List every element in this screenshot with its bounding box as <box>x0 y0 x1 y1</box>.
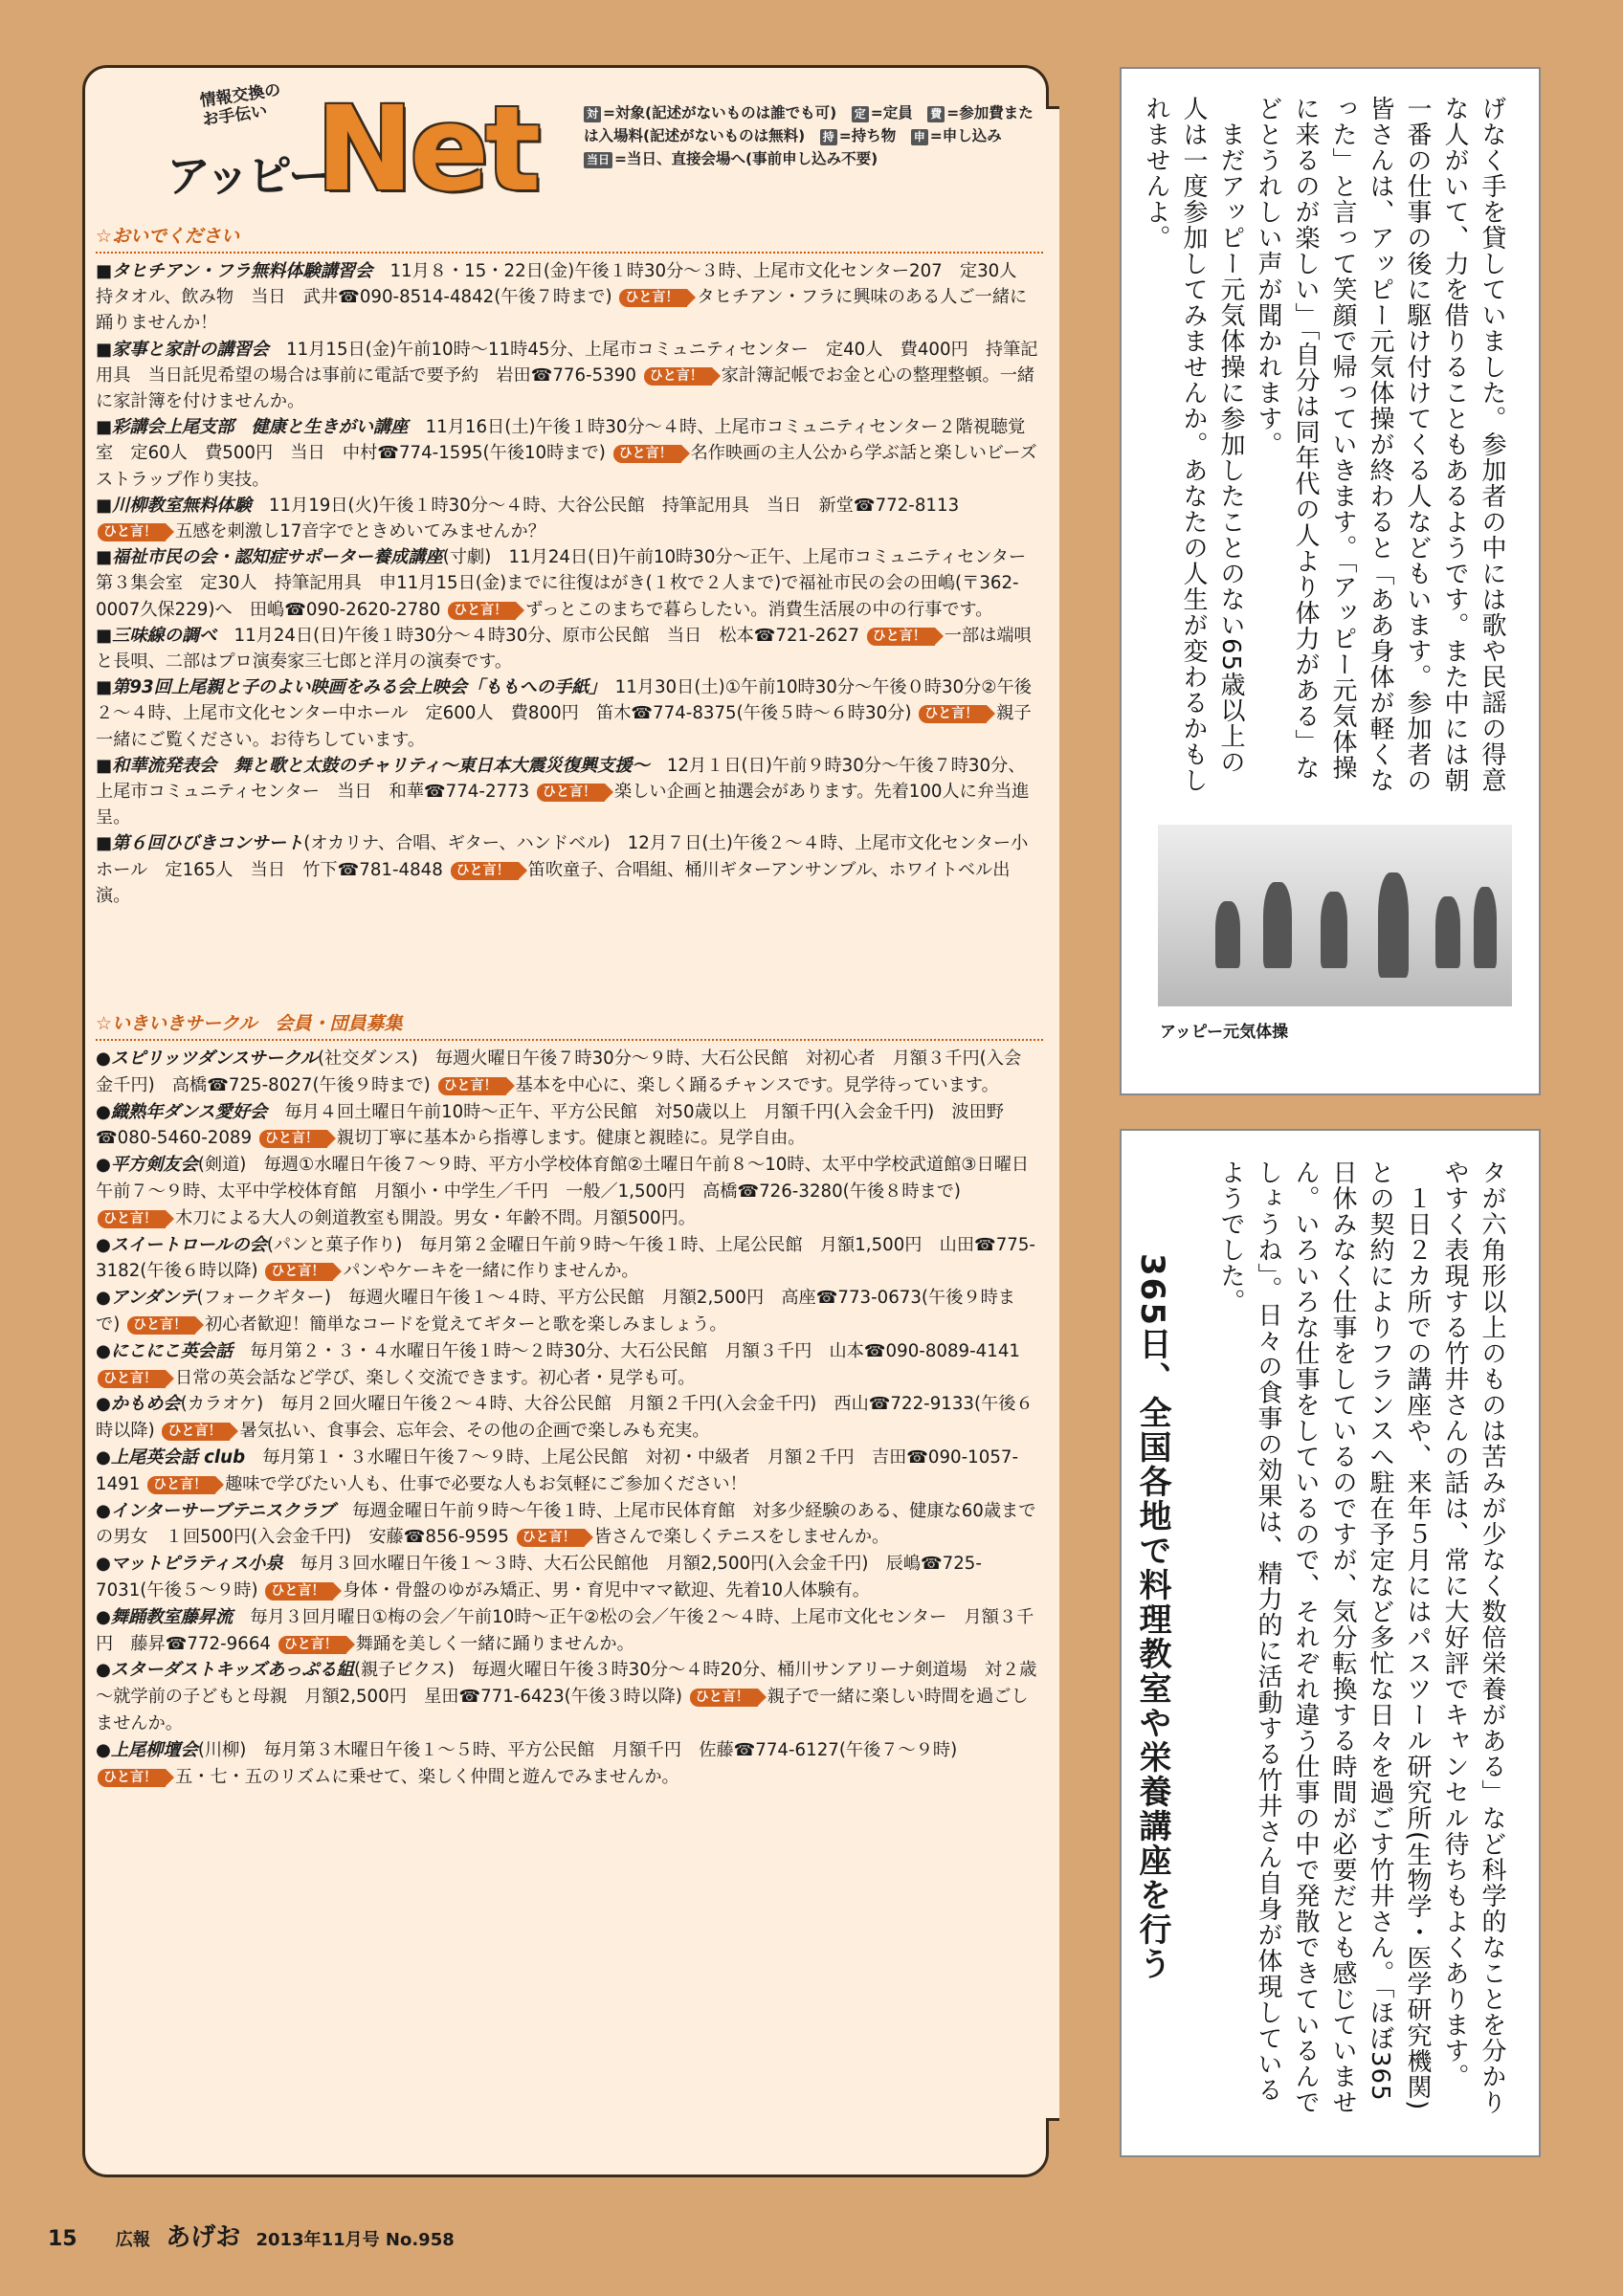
hitokoto-tag: ひと言！ <box>98 523 166 541</box>
item-note: 初心者歓迎！簡単なコードを覚えてギターと歌を楽しみましょう。 <box>205 1314 727 1335</box>
hitokoto-tag: ひと言！ <box>438 1077 506 1095</box>
event-item <box>96 674 1038 753</box>
legend-item <box>820 127 911 144</box>
circle-item <box>96 1391 1038 1445</box>
item-title: ●マットピラティス小泉 <box>96 1554 283 1575</box>
item-title: ■川柳教室無料体験 <box>96 495 252 516</box>
legend-key: 持 <box>820 129 837 145</box>
event-item <box>96 337 1038 415</box>
hitokoto-tag: ひと言！ <box>537 784 605 802</box>
item-details: 毎週金曜日午前９時～午後１時、上尾市民体育館 対多少経験のある、健康な60歳までの男女 １回500円(入会金千円) 安藤☎856-9595 <box>96 1500 1036 1548</box>
circle-item <box>96 1099 1038 1153</box>
circle-item <box>96 1338 1038 1392</box>
circle-item <box>96 1657 1038 1736</box>
item-title: ●上尾英会話 club <box>96 1446 246 1468</box>
article-text-top: げなく手を貸していました。参加者の中には歌や民謡の得意な人がいて、力を借りることもあるようです。また中には朝一番の仕事の後に駆け付けてくる人などもいます。参加者の皆さんは、アッピー元気体操が終わると「ああ身体が軽くなった」と言って笑顔で帰っていきます。「アッピー元気体操に来るのが楽しい」「自分は同年代の人より体力がある」などとうれしい声が聞かれます。 まだアッピー元気体操に参加したことのない65歳以上の人は一度参加してみませんか。あなたの人生が変わるかもしれませんよ。 <box>1142 96 1506 793</box>
item-title: ●織熟年ダンス愛好会 <box>96 1101 268 1122</box>
hitokoto-tag: ひと言！ <box>919 705 987 723</box>
item-title: ●舞踊教室藤昇流 <box>96 1606 233 1627</box>
item-note: 親子で一緒に楽しい時間を過ごしませんか。 <box>96 1687 1029 1733</box>
item-details: 11月８・15・22日(金)午後１時30分～３時、上尾市文化センター207 定30人 持タオル、飲み物 当日 武井☎090-8514-4842(午後７時まで) <box>96 261 1034 308</box>
legend-key: 申 <box>911 129 928 145</box>
events-list <box>96 258 1038 909</box>
item-note: 暑気払い、食事会、忘年会、その他の企画で楽しみも充実。 <box>239 1421 710 1442</box>
hitokoto-tag: ひと言！ <box>517 1529 585 1547</box>
hitokoto-tag: ひと言！ <box>278 1636 346 1654</box>
item-note: 身体・骨盤のゆがみ矯正、男・育児中ママ歓迎、先着10人体験有。 <box>343 1579 870 1601</box>
footer-brand: あげお <box>166 2223 241 2252</box>
legend-text: =当日、直接会場へ(事前申し込み不要) <box>614 150 878 167</box>
item-title: ■和華流発表会 舞と歌と太鼓のチャリティ～東日本大震災復興支援～ <box>96 755 650 776</box>
hitokoto-tag: ひと言！ <box>619 289 687 307</box>
item-note: 舞踊を美しく一緒に踊りませんか。 <box>355 1633 634 1654</box>
item-title: ●平方剣友会 <box>96 1155 198 1176</box>
hitokoto-tag: ひと言！ <box>127 1316 195 1335</box>
item-title: ■第６回ひびきコンサート <box>96 833 304 854</box>
hitokoto-tag: ひと言！ <box>690 1689 758 1707</box>
item-note: ずっとこのまちで暮らしたい。消費生活展の中の行事です。 <box>525 599 993 620</box>
hitokoto-tag: ひと言！ <box>98 1210 166 1228</box>
item-details: (社交ダンス) 毎週火曜日午後７時30分～９時、大石公民館 対初心者 月額３千円(入会金千円) 高橋☎725-8027(午後９時まで) <box>96 1049 1022 1095</box>
legend-item <box>584 150 893 167</box>
item-title: ●インターサーブテニスクラブ <box>96 1500 335 1521</box>
hitokoto-tag: ひと言！ <box>98 1370 166 1388</box>
page-number: 15 <box>48 2227 78 2251</box>
item-details: 11月19日(火)午後１時30分～４時、大谷公民館 持筆記用具 当日 新堂☎772-8113 <box>251 495 960 516</box>
logo-supporter-text: 情報交換の お手伝い <box>198 80 282 130</box>
item-title: ●アンダンテ <box>96 1288 197 1309</box>
item-title: ●かもめ会 <box>96 1394 181 1415</box>
footer-issue: 2013年11月号 No.958 <box>256 2230 455 2250</box>
section-title-events: ☆おいでください <box>96 223 1043 254</box>
legend-item <box>852 104 928 121</box>
article-headline: 365日、全国各地で料理教室や栄養講座を行う <box>1133 1253 1171 1981</box>
legend-text: =申し込み <box>929 127 1002 144</box>
legend-key: 費 <box>927 106 945 122</box>
header <box>96 75 1043 228</box>
circle-item <box>96 1046 1038 1099</box>
item-details: 11月30日(土)①午前10時30分～午後０時30分②午後２～４時、上尾市文化センター中ホール 定600人 費800円 笛木☎774-8375(午後５時～６時30分) <box>96 677 1032 724</box>
item-note: 五・七・五のリズムに乗せて、楽しく仲間と遊んでみませんか。 <box>175 1766 679 1787</box>
item-note: 親切丁寧に基本から指導します。健康と親睦に。見学自由。 <box>336 1128 806 1149</box>
event-item <box>96 414 1038 493</box>
photo-caption: アッピー元気体操 <box>1160 1023 1289 1042</box>
legend-text: =持ち物 <box>838 127 897 144</box>
item-title: ●にこにこ英会話 <box>96 1340 233 1361</box>
circle-item <box>96 1551 1038 1604</box>
legend-item <box>584 104 852 121</box>
page-footer <box>48 2218 455 2253</box>
item-note: パンやケーキを一緒に作りませんか。 <box>343 1261 639 1282</box>
item-title: ●上尾柳壇会 <box>96 1739 198 1760</box>
circles-list <box>96 1046 1038 1790</box>
item-note: 名作映画の主人公から学ぶ話と楽しいビーズストラップ作り実技。 <box>96 443 1037 490</box>
event-item <box>96 258 1038 337</box>
item-details: (カラオケ) 毎月２回火曜日午後２～４時、大谷公民館 月額２千円(入会金千円) 西山☎722-9133(午後６時以降) <box>96 1394 1034 1442</box>
item-note: 日常の英会話など学び、楽しく交流できます。初心者・見学も可。 <box>175 1367 696 1388</box>
item-note: 家計簿記帳でお金と心の整理整頓。一緒に家計簿を付けませんか。 <box>96 364 1035 412</box>
item-details: 毎月第２・３・４水曜日午後１時～２時30分、大石公民館 月額３千円 山本☎090-8089-4141 <box>233 1340 1020 1361</box>
item-note: 基本を中心に、楽しく踊るチャンスです。見学待っています。 <box>515 1074 999 1095</box>
event-item <box>96 544 1038 623</box>
item-details: (親子ビクス) 毎週火曜日午後３時30分～４時20分、桶川サンアリーナ剣道場 対２歳～就学前の子どもと母親 月額2,500円 星田☎771-6423(午後３時以降) <box>96 1660 1037 1708</box>
item-details: 毎月４回土曜日午前10時～正午、平方公民館 対50歳以上 月額千円(入会金千円) 波田野☎080-5460-2089 <box>96 1101 1004 1149</box>
hitokoto-tag: ひと言！ <box>162 1423 230 1441</box>
item-details: 11月24日(日)午後１時30分～４時30分、原市公民館 当日 松本☎721-2627 <box>216 625 859 646</box>
item-title: ●スイートロールの会 <box>96 1234 267 1255</box>
item-note: 趣味で学びたい人も、仕事で必要な人もお気軽にご参加ください！ <box>225 1473 747 1494</box>
item-title: ■第93回上尾親と子のよい映画をみる会上映会「ももへの手紙」 <box>96 677 598 698</box>
legend-key: 当日 <box>584 152 612 168</box>
hitokoto-tag: ひと言！ <box>265 1582 333 1601</box>
circle-item <box>96 1498 1038 1552</box>
item-note: 木刀による大人の剣道教室も開設。男女・年齢不問。月額500円。 <box>175 1207 696 1228</box>
item-details: (フォークギター) 毎週火曜日午後１～４時、平方公民館 月額2,500円 高座☎773-0673(午後９時まで) <box>96 1288 1015 1335</box>
circle-item <box>96 1737 1038 1791</box>
item-details: 毎月３回水曜日午後１～３時、大石公民館他 月額2,500円(入会金千円) 辰嶋☎725-7031(午後５～９時) <box>96 1554 982 1601</box>
happy-net-logo <box>124 75 622 228</box>
item-note: 笛吹童子、合唱組、桶川ギターアンサンブル、ホワイトベル出演。 <box>96 859 1011 906</box>
circle-item <box>96 1232 1038 1286</box>
item-details: (寸劇) 11月24日(日)午前10時30分～正午、上尾市コミュニティセンター第３集会室 定30人 持筆記用具 申11月15日(金)までに往復はがき(１枚で２人まで)で福祉市民の会の田嶋(〒362-0007久保229)へ 田嶋☎090-2620-2780 <box>96 547 1027 620</box>
circle-item <box>96 1152 1038 1231</box>
legend-item <box>911 127 1017 144</box>
item-details: (オカリナ、合唱、ギター、ハンドベル) 12月７日(土)午後２～４時、上尾市文化センター小ホール 定165人 当日 竹下☎781-4848 <box>96 833 1029 880</box>
item-note: 一部は端唄と長唄、二部はプロ演奏家三七郎と洋月の演奏です。 <box>96 625 1032 673</box>
item-title: ■彩講会上尾支部 健康と生きがい講座 <box>96 417 409 438</box>
hitokoto-tag: ひと言！ <box>265 1263 333 1281</box>
legend-key: 定 <box>852 106 869 122</box>
legend-key: 対 <box>584 106 601 122</box>
legend <box>584 101 1043 170</box>
item-note: 楽しい企画と抽選会があります。先着100人に弁当進呈。 <box>96 782 1030 828</box>
hitokoto-tag: ひと言！ <box>867 628 935 646</box>
event-item <box>96 753 1038 831</box>
section-title-circles: ☆いきいきサークル 会員・団員募集 <box>96 1010 1043 1041</box>
hitokoto-tag: ひと言！ <box>613 445 681 463</box>
exercise-photo <box>1158 825 1512 1006</box>
event-item <box>96 623 1038 674</box>
item-details: (川柳) 毎月第３木曜日午後１～５時、平方公民館 月額千円 佐藤☎774-6127(午後７～９時) <box>197 1739 958 1760</box>
circle-item <box>96 1445 1038 1498</box>
item-details: (剣道) 毎週①水曜日午後７～９時、平方小学校体育館②土曜日午前８～10時、太平中学校武道館③日曜日午前７～９時、太平中学校体育館 月額小・中学生／千円 一般／1,500円 高橋☎726-3280(午後８時まで) <box>96 1155 1030 1202</box>
hitokoto-tag: ひと言！ <box>448 602 516 620</box>
item-note: 皆さんで楽しくテニスをしませんか。 <box>593 1527 890 1548</box>
item-details: 11月16日(土)午後１時30分～４時、上尾市コミュニティセンター２階視聴覚室 定60人 費500円 当日 中村☎774-1595(午後10時まで) <box>96 417 1026 464</box>
legend-text: =参加費または入場料(記述がないものは無料) <box>584 104 1034 144</box>
item-note: タヒチアン・フラに興味のある人ご一緒に踊りませんか！ <box>96 287 1028 334</box>
item-details: 11月15日(金)午前10時～11時45分、上尾市コミュニティセンター 定40人 費400円 持筆記用具 当日託児希望の場合は事前に電話で要予約 岩田☎776-5390 <box>96 339 1038 386</box>
footer-label: 広報 <box>115 2230 150 2250</box>
logo-small-text: アッピー <box>167 150 330 202</box>
item-note: 親子一緒にご覧ください。お待ちしています。 <box>96 703 1032 750</box>
item-title: ●スピリッツダンスサークル <box>96 1049 318 1069</box>
item-details: 12月１日(日)午前９時30分～午後７時30分、上尾市コミュニティセンター 当日 和華☎774-2773 <box>96 755 1026 803</box>
item-title: ■タヒチアン・フラ無料体験講習会 <box>96 261 373 281</box>
hitokoto-tag: ひと言！ <box>451 862 519 880</box>
article-column-top <box>1120 67 1541 1095</box>
item-title: ■福祉市民の会・認知症サポーター養成講座 <box>96 547 443 568</box>
article-text-bottom: タが六角形以上のものは苦みが少なく数倍栄養がある」など科学的なことを分かりやすく表現する竹井さんの話は、常に大好評でキャンセル待ちもよくあります。 １日２カ所での講座や、来年５月にはパスツール研究所(生物学・医学研究機関)との契約によりフランスへ駐在予定など多忙な日々を過ごす竹井さん。「ほぼ365日休みなく仕事をしているのですが、気分転換する時間が必要だとも感じていません。いろいろな仕事をしているので、それぞれ違う仕事の中で発散できているんでしょうね」。日々の食事の効果は、精力的に活動する竹井さん自身が体現しているようでした。 <box>1216 1159 1506 2115</box>
item-note: 五感を刺激し17音字でときめいてみませんか？ <box>175 521 545 542</box>
event-item <box>96 493 1038 544</box>
item-title: ■家事と家計の講習会 <box>96 339 269 360</box>
legend-text: =定員 <box>870 104 913 121</box>
circle-item <box>96 1285 1038 1338</box>
item-details: 毎月３回月曜日①梅の会／午前10時～正午②松の会／午後２～４時、上尾市文化センター 月額３千円 藤昇☎772-9664 <box>96 1606 1034 1654</box>
hitokoto-tag: ひと言！ <box>98 1769 166 1787</box>
hitokoto-tag: ひと言！ <box>147 1476 215 1494</box>
logo-big-text: Net <box>316 81 538 217</box>
article-column-bottom <box>1120 1129 1541 2157</box>
circle-item <box>96 1604 1038 1658</box>
hitokoto-tag: ひと言！ <box>259 1130 327 1148</box>
legend-text: =対象(記述がないものは誰でも可) <box>603 104 837 121</box>
item-title: ●スターダストキッズあっぷる組 <box>96 1660 354 1681</box>
item-details: (パンと菓子作り) 毎月第２金曜日午前９時～午後１時、上尾公民館 月額1,500円 山田☎775-3182(午後６時以降) <box>96 1234 1035 1282</box>
item-title: ■三味線の調べ <box>96 625 217 646</box>
event-item <box>96 830 1038 909</box>
hitokoto-tag: ひと言！ <box>644 367 712 386</box>
item-details: 毎月第１・３水曜日午後７～９時、上尾公民館 対初・中級者 月額２千円 吉田☎090-1057-1491 <box>96 1446 1019 1494</box>
